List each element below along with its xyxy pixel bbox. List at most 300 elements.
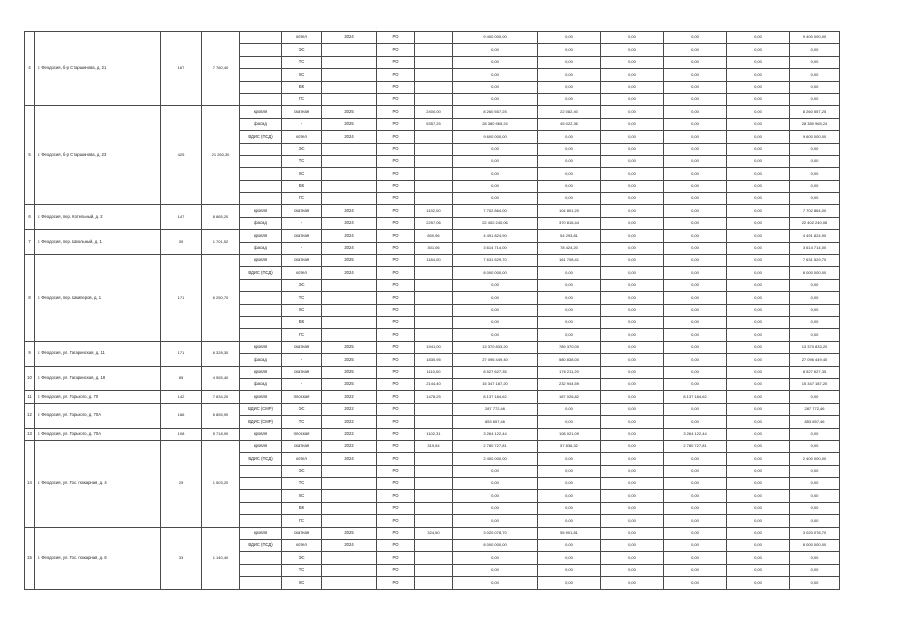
cell-volume: 1110,00	[415, 366, 453, 378]
cell-fund-owners: 3 614 714,00	[790, 242, 840, 254]
cell-fund-federal: 0,00	[601, 106, 664, 118]
cell-contractor: РО	[377, 56, 415, 68]
cell-cost: 28 380 965,24	[453, 118, 538, 130]
cell-fund-owners: 15 347 187,20	[790, 378, 840, 390]
cell-work-type: кровля	[240, 106, 282, 118]
cell-work-type	[240, 279, 282, 291]
cell-contractor: РО	[377, 564, 415, 576]
cell-fund-regional: 0,00	[664, 255, 727, 267]
cell-year: 2024	[322, 453, 377, 465]
cell-element: ХС	[282, 69, 322, 81]
area-cell: 1 701,52	[202, 230, 240, 255]
cell-fund-regional: 0,00	[664, 515, 727, 527]
cell-cost-unit: 0,00	[538, 316, 601, 328]
cell-fund-regional: 0,00	[664, 217, 727, 229]
cell-fund-local: 0,00	[727, 230, 790, 242]
cell-fund-local: 0,00	[727, 205, 790, 217]
cell-volume: 1941,00	[415, 341, 453, 353]
cell-fund-local: 0,00	[727, 403, 790, 415]
cell-fund-owners: 0,00	[790, 56, 840, 68]
cell-contractor: РО	[377, 502, 415, 514]
address-cell: г. Феодосия, б-р Старшинова, д. 23	[35, 106, 161, 205]
cell-fund-local: 0,00	[727, 217, 790, 229]
area-cell: 21 260,30	[202, 106, 240, 205]
table-row	[25, 440, 840, 452]
cell-fund-owners: 0,00	[790, 478, 840, 490]
cell-contractor: РО	[377, 304, 415, 316]
cell-volume	[415, 329, 453, 341]
cell-volume: 2257,06	[415, 217, 453, 229]
cell-fund-owners: 0,00	[790, 292, 840, 304]
cell-year	[322, 81, 377, 93]
area-cell: 6 250,70	[202, 255, 240, 342]
cell-fund-local: 0,00	[727, 564, 790, 576]
cell-cost-unit: 0,00	[538, 155, 601, 167]
cell-fund-federal: 0,00	[601, 44, 664, 56]
cell-element: ЭС	[282, 403, 322, 415]
flats-cell: 108	[161, 428, 202, 440]
cell-work-type: фасад	[240, 354, 282, 366]
cell-work-type	[240, 32, 282, 44]
cell-volume	[415, 143, 453, 155]
cell-volume: 1478,25	[415, 391, 453, 403]
cell-work-type	[240, 143, 282, 155]
cell-element: скатная	[282, 205, 322, 217]
cell-fund-owners: 22 402 240,06	[790, 217, 840, 229]
cell-work-type	[240, 478, 282, 490]
cell-fund-local: 0,00	[727, 193, 790, 205]
cell-year	[322, 304, 377, 316]
cell-cost: 0,00	[453, 69, 538, 81]
cell-fund-local: 0,00	[727, 465, 790, 477]
flats-cell: 171	[161, 255, 202, 342]
cell-cost: 13 370 833,20	[453, 341, 538, 353]
cell-fund-regional: 0,00	[664, 552, 727, 564]
cell-volume	[415, 44, 453, 56]
cell-fund-owners: 0,00	[790, 316, 840, 328]
cell-year: 2024	[322, 131, 377, 143]
cell-element: котел	[282, 131, 322, 143]
cell-work-type	[240, 193, 282, 205]
cell-cost: 0,00	[453, 552, 538, 564]
cell-volume	[415, 304, 453, 316]
cell-cost: 4 491 824,90	[453, 230, 538, 242]
cell-contractor: РО	[377, 279, 415, 291]
cell-cost: 0,00	[453, 490, 538, 502]
row-number: 7	[25, 230, 35, 255]
flats-cell: 167	[161, 32, 202, 106]
cell-fund-regional: 0,00	[664, 502, 727, 514]
cell-work-type: ВДИС (ПСД)	[240, 540, 282, 552]
cell-cost-unit: 22 082,40	[538, 106, 601, 118]
cell-work-type: кровля	[240, 391, 282, 403]
cell-fund-owners: 853 657,46	[790, 416, 840, 428]
address-cell: г. Феодосия, ул. Гагаринская, д. 11	[35, 341, 161, 366]
cell-fund-federal: 0,00	[601, 69, 664, 81]
area-cell: 8 865,20	[202, 205, 240, 230]
cell-volume	[415, 564, 453, 576]
cell-cost: 0,00	[453, 465, 538, 477]
cell-fund-local: 0,00	[727, 502, 790, 514]
cell-cost-unit: 0,00	[538, 143, 601, 155]
address-cell: г. Феодосия, пер. Котельный, д. 2	[35, 205, 161, 230]
cell-work-type: фасад	[240, 217, 282, 229]
cell-fund-local: 0,00	[727, 69, 790, 81]
cell-cost: 0,00	[453, 329, 538, 341]
cell-year: 2025	[322, 378, 377, 390]
cell-work-type	[240, 69, 282, 81]
cell-cost-unit: 78 424,20	[538, 242, 601, 254]
cell-fund-federal: 0,00	[601, 56, 664, 68]
cell-cost: 7 631 529,70	[453, 255, 538, 267]
cell-fund-regional: 2 780 727,81	[664, 440, 727, 452]
cell-work-type	[240, 81, 282, 93]
cell-element: ГС	[282, 515, 322, 527]
cell-volume	[415, 168, 453, 180]
cell-work-type: ВДИС (ПСД)	[240, 267, 282, 279]
cell-fund-regional: 0,00	[664, 453, 727, 465]
cell-volume	[415, 155, 453, 167]
row-number: 15	[25, 527, 35, 589]
cell-cost-unit: 0,00	[538, 131, 601, 143]
cell-contractor: РО	[377, 255, 415, 267]
cell-volume	[415, 478, 453, 490]
cell-fund-federal: 0,00	[601, 577, 664, 589]
cell-element: ЭС	[282, 44, 322, 56]
cell-cost: 0,00	[453, 316, 538, 328]
cell-contractor: РО	[377, 81, 415, 93]
cell-volume	[415, 279, 453, 291]
row-number: 9	[25, 341, 35, 366]
cell-contractor: РО	[377, 230, 415, 242]
cell-fund-federal: 0,00	[601, 527, 664, 539]
cell-cost-unit: 187 026,82	[538, 391, 601, 403]
cell-cost-unit: 789 370,00	[538, 341, 601, 353]
cell-element: -	[282, 354, 322, 366]
cell-fund-federal: 0,00	[601, 168, 664, 180]
cell-cost-unit: 0,00	[538, 81, 601, 93]
cell-cost-unit: 0,00	[538, 564, 601, 576]
cell-contractor: РО	[377, 391, 415, 403]
cell-element: ТС	[282, 292, 322, 304]
cell-fund-regional: 0,00	[664, 329, 727, 341]
cell-year	[322, 56, 377, 68]
cell-work-type	[240, 316, 282, 328]
cell-fund-regional: 0,00	[664, 93, 727, 105]
cell-fund-local: 0,00	[727, 354, 790, 366]
cell-year	[322, 292, 377, 304]
cell-volume	[415, 267, 453, 279]
row-number: 4	[25, 32, 35, 106]
address-cell: г. Феодосия, пер. Школьный, д. 1	[35, 230, 161, 255]
flats-cell: 186	[161, 403, 202, 428]
cell-fund-local: 0,00	[727, 341, 790, 353]
cell-fund-regional: 0,00	[664, 155, 727, 167]
cell-work-type	[240, 552, 282, 564]
cell-work-type	[240, 304, 282, 316]
cell-cost-unit: 108 021,09	[538, 428, 601, 440]
cell-cost-unit: 0,00	[538, 193, 601, 205]
cell-fund-owners: 0,00	[790, 44, 840, 56]
cell-volume	[415, 292, 453, 304]
cell-year: 2024	[322, 242, 377, 254]
cell-cost: 9 400 000,00	[453, 32, 538, 44]
cell-fund-regional: 0,00	[664, 168, 727, 180]
cell-cost: 0,00	[453, 44, 538, 56]
cell-fund-federal: 0,00	[601, 552, 664, 564]
cell-fund-owners: 7 702 864,00	[790, 205, 840, 217]
repair-program-table	[24, 31, 840, 590]
cell-volume: 1184,00	[415, 255, 453, 267]
row-number: 14	[25, 440, 35, 527]
cell-contractor: РО	[377, 490, 415, 502]
flats-cell: 147	[161, 205, 202, 230]
cell-contractor: РО	[377, 217, 415, 229]
cell-contractor: РО	[377, 193, 415, 205]
cell-year	[322, 44, 377, 56]
table-row	[25, 366, 840, 378]
cell-element: ТС	[282, 56, 322, 68]
cell-cost: 0,00	[453, 279, 538, 291]
cell-fund-federal: 0,00	[601, 155, 664, 167]
cell-cost-unit: 0,00	[538, 56, 601, 68]
cell-year: 2025	[322, 255, 377, 267]
cell-volume	[415, 515, 453, 527]
cell-cost-unit: 0,00	[538, 267, 601, 279]
cell-year	[322, 155, 377, 167]
table-row	[25, 403, 840, 415]
cell-fund-owners: 0,00	[790, 329, 840, 341]
cell-year	[322, 515, 377, 527]
cell-fund-federal: 0,00	[601, 502, 664, 514]
cell-year	[322, 478, 377, 490]
cell-cost-unit: 57 836,32	[538, 440, 601, 452]
cell-year: 2025	[322, 118, 377, 130]
cell-year: 2024	[322, 205, 377, 217]
area-cell: 7 760,40	[202, 32, 240, 106]
cell-cost: 8 000 000,00	[453, 540, 538, 552]
cell-work-type: кровля	[240, 527, 282, 539]
cell-element: ЭС	[282, 465, 322, 477]
address-cell: г. Феодосия, ул. Горького, д. 70А	[35, 403, 161, 428]
row-number: 13	[25, 428, 35, 440]
cell-cost: 15 347 187,20	[453, 378, 538, 390]
cell-fund-local: 0,00	[727, 440, 790, 452]
cell-year: 2024	[322, 230, 377, 242]
area-cell: 6 328,30	[202, 341, 240, 366]
table-row	[25, 106, 840, 118]
cell-year	[322, 168, 377, 180]
cell-element: котел	[282, 267, 322, 279]
cell-fund-local: 0,00	[727, 255, 790, 267]
cell-cost-unit: 0,00	[538, 180, 601, 192]
cell-element: скатная	[282, 230, 322, 242]
cell-fund-federal: 0,00	[601, 341, 664, 353]
flats-cell: 39	[161, 230, 202, 255]
cell-cost: 853 657,46	[453, 416, 538, 428]
cell-year	[322, 502, 377, 514]
cell-fund-regional: 0,00	[664, 490, 727, 502]
cell-cost: 0,00	[453, 564, 538, 576]
cell-contractor: РО	[377, 118, 415, 130]
cell-cost-unit: 0,00	[538, 552, 601, 564]
cell-contractor: РО	[377, 292, 415, 304]
cell-contractor: РО	[377, 32, 415, 44]
cell-fund-owners: 0,00	[790, 304, 840, 316]
cell-work-type	[240, 515, 282, 527]
cell-fund-regional: 0,00	[664, 279, 727, 291]
cell-fund-regional: 0,00	[664, 366, 727, 378]
cell-fund-local: 0,00	[727, 304, 790, 316]
cell-cost-unit: 0,00	[538, 292, 601, 304]
cell-contractor: РО	[377, 453, 415, 465]
address-cell: г. Феодосия, ул. Гос. пожарная, д. 6	[35, 527, 161, 589]
flats-cell: 171	[161, 341, 202, 366]
cell-fund-local: 0,00	[727, 316, 790, 328]
cell-cost: 0,00	[453, 193, 538, 205]
cell-work-type: кровля	[240, 366, 282, 378]
cell-cost: 0,00	[453, 155, 538, 167]
cell-fund-regional: 0,00	[664, 478, 727, 490]
cell-element: котел	[282, 540, 322, 552]
cell-work-type: кровля	[240, 341, 282, 353]
cell-contractor: РО	[377, 143, 415, 155]
cell-fund-owners: 4 491 824,90	[790, 230, 840, 242]
cell-cost: 2 400 000,00	[453, 453, 538, 465]
cell-fund-local: 0,00	[727, 378, 790, 390]
row-number: 12	[25, 403, 35, 428]
cell-cost: 8 000 000,00	[453, 267, 538, 279]
flats-cell: 142	[161, 391, 202, 403]
cell-element: ГС	[282, 93, 322, 105]
cell-fund-regional: 0,00	[664, 416, 727, 428]
row-number: 8	[25, 255, 35, 342]
table-row	[25, 391, 840, 403]
table-row	[25, 255, 840, 267]
cell-fund-regional: 0,00	[664, 577, 727, 589]
cell-fund-local: 0,00	[727, 366, 790, 378]
cell-fund-local: 0,00	[727, 143, 790, 155]
cell-contractor: РО	[377, 168, 415, 180]
cell-fund-owners: 9 600 000,00	[790, 131, 840, 143]
cell-contractor: РО	[377, 416, 415, 428]
cell-year: 2024	[322, 217, 377, 229]
cell-fund-federal: 0,00	[601, 478, 664, 490]
cell-fund-regional: 0,00	[664, 81, 727, 93]
cell-fund-owners: 8 260 557,25	[790, 106, 840, 118]
cell-contractor: РО	[377, 465, 415, 477]
cell-contractor: РО	[377, 329, 415, 341]
cell-work-type: кровля	[240, 205, 282, 217]
cell-fund-federal: 0,00	[601, 490, 664, 502]
cell-fund-regional: 0,00	[664, 304, 727, 316]
cell-fund-owners: 0,00	[790, 93, 840, 105]
cell-fund-regional: 0,00	[664, 69, 727, 81]
cell-cost: 0,00	[453, 143, 538, 155]
cell-work-type: фасад	[240, 118, 282, 130]
cell-fund-local: 0,00	[727, 416, 790, 428]
cell-fund-regional: 0,00	[664, 180, 727, 192]
cell-volume: 319,54	[415, 440, 453, 452]
cell-fund-local: 0,00	[727, 81, 790, 93]
cell-contractor: РО	[377, 131, 415, 143]
cell-year	[322, 490, 377, 502]
cell-volume	[415, 180, 453, 192]
cell-contractor: РО	[377, 180, 415, 192]
cell-year: 2025	[322, 366, 377, 378]
cell-fund-federal: 0,00	[601, 440, 664, 452]
cell-fund-regional: 3 264 122,44	[664, 428, 727, 440]
address-cell: г. Феодосия, ул. Гос. пожарная, д. 4	[35, 440, 161, 527]
cell-contractor: РО	[377, 341, 415, 353]
cell-year: 2024	[322, 32, 377, 44]
cell-work-type	[240, 329, 282, 341]
cell-fund-owners: 0,00	[790, 143, 840, 155]
cell-fund-owners: 0,00	[790, 552, 840, 564]
cell-year: 2022	[322, 391, 377, 403]
cell-contractor: РО	[377, 205, 415, 217]
cell-fund-federal: 0,00	[601, 403, 664, 415]
cell-year: 2022	[322, 416, 377, 428]
cell-year	[322, 465, 377, 477]
cell-fund-local: 0,00	[727, 106, 790, 118]
cell-fund-federal: 0,00	[601, 515, 664, 527]
cell-year: 2022	[322, 403, 377, 415]
cell-fund-regional: 0,00	[664, 242, 727, 254]
cell-fund-regional: 0,00	[664, 316, 727, 328]
cell-fund-owners: 287 772,46	[790, 403, 840, 415]
cell-fund-federal: 0,00	[601, 267, 664, 279]
cell-cost-unit: 0,00	[538, 453, 601, 465]
cell-contractor: РО	[377, 316, 415, 328]
cell-fund-regional: 0,00	[664, 230, 727, 242]
cell-cost-unit: 0,00	[538, 502, 601, 514]
cell-work-type	[240, 577, 282, 589]
cell-fund-owners: 0,00	[790, 168, 840, 180]
cell-cost-unit: 0,00	[538, 478, 601, 490]
cell-volume	[415, 453, 453, 465]
cell-year	[322, 329, 377, 341]
cell-cost: 287 772,46	[453, 403, 538, 415]
cell-cost-unit: 0,00	[538, 403, 601, 415]
cell-work-type	[240, 564, 282, 576]
cell-element: скатная	[282, 255, 322, 267]
cell-work-type	[240, 180, 282, 192]
cell-fund-owners: 28 380 965,24	[790, 118, 840, 130]
cell-fund-federal: 0,00	[601, 255, 664, 267]
cell-cost: 27 096 449,40	[453, 354, 538, 366]
cell-contractor: РО	[377, 366, 415, 378]
cell-year	[322, 180, 377, 192]
cell-fund-local: 0,00	[727, 453, 790, 465]
cell-work-type: кровля	[240, 440, 282, 452]
cell-fund-federal: 0,00	[601, 453, 664, 465]
cell-year	[322, 552, 377, 564]
cell-fund-regional: 0,00	[664, 131, 727, 143]
cell-fund-federal: 0,00	[601, 180, 664, 192]
cell-cost-unit: 0,00	[538, 490, 601, 502]
cell-fund-federal: 0,00	[601, 93, 664, 105]
cell-element: ТС	[282, 155, 322, 167]
cell-fund-local: 0,00	[727, 292, 790, 304]
cell-fund-local: 0,00	[727, 577, 790, 589]
cell-fund-regional: 0,00	[664, 32, 727, 44]
cell-fund-owners: 0,00	[790, 515, 840, 527]
area-cell: 1 140,40	[202, 527, 240, 589]
cell-year: 2025	[322, 354, 377, 366]
cell-fund-federal: 0,00	[601, 217, 664, 229]
cell-fund-local: 0,00	[727, 180, 790, 192]
